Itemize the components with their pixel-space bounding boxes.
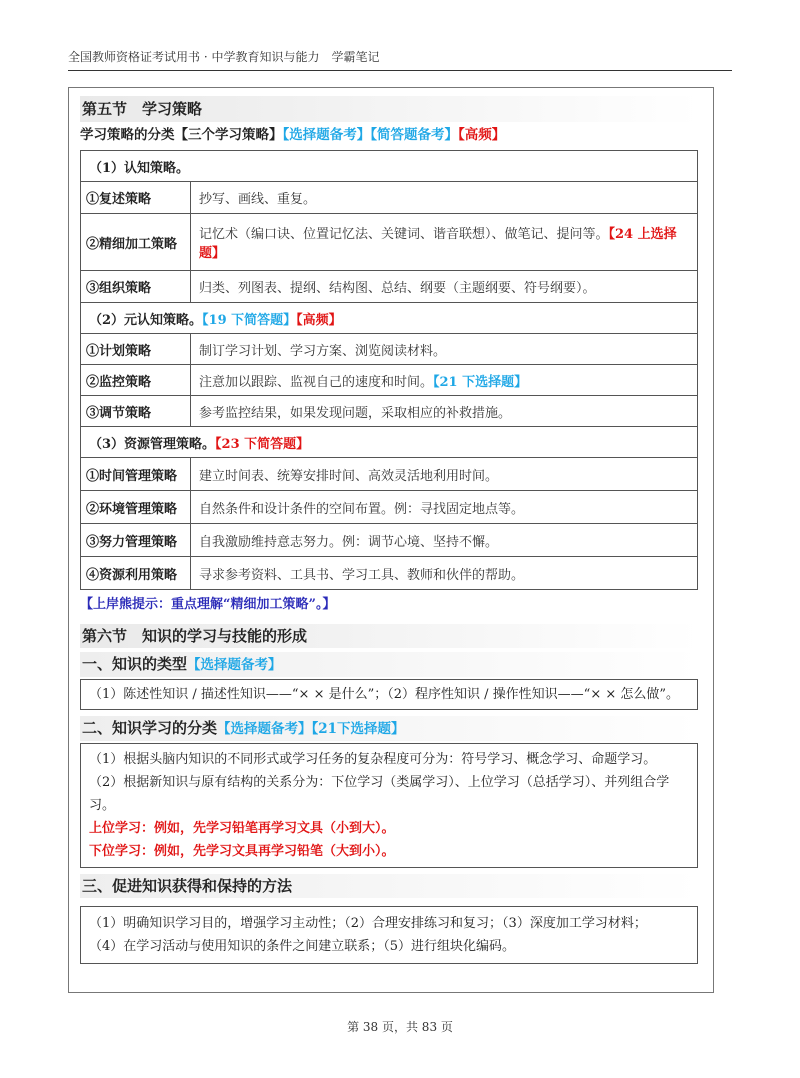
section-title: 第五节 学习策略 [80,96,700,122]
tag-short-answer-prep: 【简答题备考】 [370,127,458,143]
retention-methods-box [80,906,698,964]
row-desc: 自我激励维持意志努力。例：调节心境、坚持不懈。 [191,524,698,557]
row-label: ③组织策略 [81,271,191,303]
table-row [81,271,698,303]
cognitive-strategy-head: （1）认知策略。 [81,151,698,182]
table-row [81,214,698,271]
methods-line-2: （4）在学习活动与使用知识的条件之间建立联系；（5）进行组块化编码。 [89,939,516,954]
row-desc: 建立时间表、统筹安排时间、高效灵活地利用时间。 [191,458,698,491]
exam-note: 【21 下选择题】 [433,374,528,390]
row-desc: 制订学习计划、学习方案、浏览阅读材料。 [191,334,698,365]
header-rule [68,70,732,71]
page-content [80,96,700,964]
superordinate-example: 上位学习：例如，先学习铅笔再学习文具（小到大）。 [89,821,395,836]
exam-tag: 【23 下简答题】 [215,436,310,452]
row-desc: 抄写、画线、重复。 [191,182,698,214]
tag-high-frequency: 【高频】 [458,127,506,143]
row-label: ②环境管理策略 [81,491,191,524]
row-label: ②监控策略 [81,365,191,396]
row-label: ④资源利用策略 [81,557,191,590]
row-desc: 参考监控结果，如果发现问题，采取相应的补救措施。 [191,396,698,427]
table-row [81,365,698,396]
metacognitive-strategy-head [81,303,698,334]
tag-choice-prep: 【选择题备考】 [187,657,282,673]
knowledge-classification-box [80,743,698,868]
row-label: ①复述策略 [81,182,191,214]
subhead-text: 学习策略的分类【三个学习策略】 [80,127,283,143]
strategy-classification-heading [80,124,700,146]
running-header: 全国教师资格证考试用书 · 中学教育知识与能力 学霸笔记 [68,50,380,64]
tag-choice-prep: 【选择题备考】 [217,721,312,737]
row-desc: 寻求参考资料、工具书、学习工具、教师和伙伴的帮助。 [191,557,698,590]
exam-tag: 【19 下简答题】 [202,312,297,328]
table-row [81,396,698,427]
heading-text: 一、知识的类型 [82,655,188,673]
table-row [81,458,698,491]
row-label: ①计划策略 [81,334,191,365]
section-six-title: 第六节 知识的学习与技能的形成 [80,624,700,648]
classification-line-2: （2）根据新知识与原有结构的关系分为：下位学习（类属学习）、上位学习（总括学习）、并列组合学习。 [89,775,670,813]
tip-note: 【上岸熊提示：重点理解“精细加工策略”。】 [80,597,336,612]
methods-line-1: （1）明确知识学习目的，增强学习主动性；（2）合理安排练习和复习；（3）深度加工学习材料； [89,916,647,931]
row-desc: 注意加以跟踪、监视自己的速度和时间。 [199,374,434,390]
tag-21-choice: 【21下选择题】 [311,721,405,737]
row-desc: 归类、列图表、提纲、结构图、总结、纲要（主题纲要、符号纲要）。 [191,271,698,303]
table-row [81,491,698,524]
tag-choice-prep: 【选择题备考】 [282,127,371,143]
retention-methods-heading: 三、促进知识获得和保持的方法 [80,874,700,898]
table-row [81,182,698,214]
knowledge-types-line: （1）陈述性知识 / 描述性知识——“× × 是什么”；（2）程序性知识 / 操作性知识——“× × 怎么做”。 [89,687,680,702]
learning-strategy-table [80,150,698,590]
row-desc: 自然条件和设计条件的空间布置。例：寻找固定地点等。 [191,491,698,524]
table-row [81,557,698,590]
row-desc: 记忆术（编口诀、位置记忆法、关键词、谐音联想）、做笔记、提问等。 [199,227,609,242]
table-row [81,524,698,557]
high-frequency-tag: 【高频】 [296,312,342,328]
page-number: 第 38 页，共 83 页 [347,1020,453,1034]
subordinate-example: 下位学习：例如，先学习文具再学习铅笔（大到小）。 [89,844,395,859]
knowledge-classification-heading [80,716,700,741]
row-label: ②精细加工策略 [81,214,191,271]
row-desc-cell [191,365,698,396]
exam-note: 【24 上选择题】 [199,227,677,261]
knowledge-types-heading [80,652,700,677]
group-head: （3）资源管理策略。 [89,436,216,452]
group-head: （2）元认知策略。 [89,312,203,328]
row-desc-cell [191,214,698,271]
row-label: ③调节策略 [81,396,191,427]
resource-strategy-head [81,427,698,458]
knowledge-types-box [80,679,698,710]
classification-line-1: （1）根据头脑内知识的不同形式或学习任务的复杂程度可分为：符号学习、概念学习、命题学习。 [89,752,657,767]
row-label: ①时间管理策略 [81,458,191,491]
row-label: ③努力管理策略 [81,524,191,557]
heading-text: 二、知识学习的分类 [82,719,218,737]
table-row [81,334,698,365]
